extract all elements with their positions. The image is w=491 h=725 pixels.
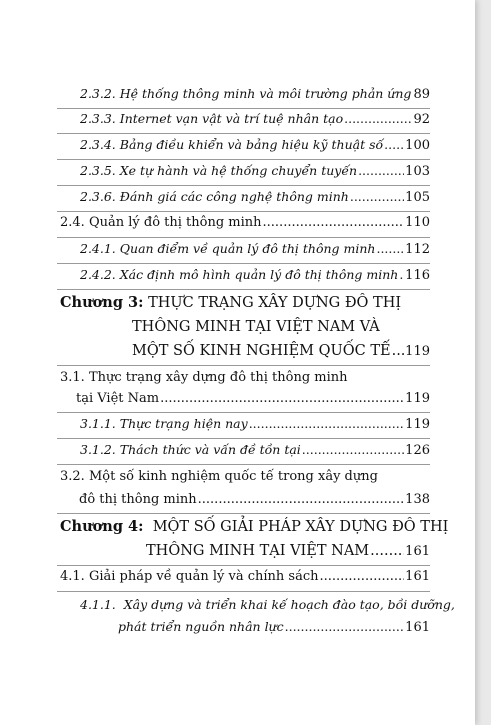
toc-entry-title: Xác định mô hình quản lý đô thị thông minh [119, 267, 399, 282]
toc-entry-title: Giải pháp về quản lý và chính sách [88, 569, 319, 584]
dot-leader [263, 214, 405, 232]
toc-entry-title: Xe tự hành và hệ thống chuyển tuyến [119, 163, 358, 178]
toc-entry-title: Quan điểm về quản lý đô thị thông minh [119, 241, 376, 256]
divider [57, 438, 430, 439]
dot-leader [358, 162, 404, 180]
divider [57, 565, 430, 566]
toc-entry-title: Một số kinh nghiệm quốc tế trong xây dựng [88, 469, 378, 484]
toc-entry-2-3-2 [80, 85, 430, 104]
toc-entry-3-2-line-1 [60, 468, 430, 486]
dot-leader [350, 188, 404, 206]
toc-entry-number: 3.1. [60, 370, 85, 385]
toc-entry-page: 126 [405, 443, 430, 458]
toc-entry-page: 161 [405, 620, 430, 635]
toc-entry-page: 119 [405, 417, 430, 432]
toc-chapter-3-line-3 [132, 342, 430, 361]
toc-entry-title: Thực trạng hiện nay [119, 416, 248, 431]
toc-entry-title: đô thị thông minh [79, 492, 197, 507]
divider [57, 412, 430, 413]
toc-entry-title: Đánh giá các công nghệ thông minh [119, 189, 349, 204]
toc-entry-page: 105 [405, 190, 430, 205]
toc-entry-title: Hệ thống thông minh và môi trường phản ứng [119, 86, 412, 101]
toc-entry-3-1-line-1 [60, 369, 430, 387]
toc-entry-3-2-line-2 [79, 491, 430, 509]
dot-leader [198, 491, 405, 509]
chapter-label: Chương 4: [60, 518, 144, 535]
toc-entry-2-3-6 [80, 188, 430, 207]
toc-entry-title: Thực trạng xây dựng đô thị thông minh [88, 370, 348, 385]
chapter-title: MỘT SỐ KINH NGHIỆM QUỐC TẾ [132, 343, 391, 359]
toc-entry-4-1-1-line-1 [80, 596, 455, 614]
dot-leader [319, 568, 404, 586]
toc-entry-title: Bảng điều khiển và bảng hiệu kỹ thuật số [119, 137, 384, 152]
dot-leader [302, 441, 404, 459]
divider [57, 513, 430, 514]
divider [57, 159, 430, 160]
dot-leader [285, 618, 405, 636]
divider [57, 237, 430, 238]
divider [57, 289, 430, 290]
toc-entry-title: Xây dựng và triển khai kế hoạch đào tạo, bồi dưỡng, [123, 597, 455, 612]
toc-entry-2-4-1 [80, 240, 430, 259]
toc-entry-number: 2.4. [60, 215, 85, 230]
toc-entry-4-1-1-line-2 [118, 618, 430, 637]
toc-entry-2-3-5 [80, 162, 430, 181]
divider [57, 185, 430, 186]
toc-entry-page: 161 [405, 544, 430, 559]
toc-chapter-3-line-2 [132, 318, 430, 336]
toc-entry-title: tại Việt Nam [76, 391, 160, 406]
chapter-title: THỰC TRẠNG XÂY DỰNG ĐÔ THỊ [148, 295, 402, 311]
toc-entry-title: Thách thức và vấn đề tồn tại [119, 442, 301, 457]
toc-entry-title: phát triển nguồn nhân lực [118, 619, 284, 634]
dot-leader [392, 342, 405, 360]
dot-leader [160, 390, 404, 408]
divider [57, 263, 430, 264]
divider [57, 211, 430, 212]
toc-entry-number: 4.1.1. [80, 597, 116, 612]
toc-entry-title: Quản lý đô thị thông minh [88, 215, 262, 230]
chapter-title: THÔNG MINH TẠI VIỆT NAM [146, 543, 370, 559]
toc-chapter-3-line-1 [60, 294, 430, 312]
toc-entry-page: 92 [413, 112, 430, 127]
chapter-title: THÔNG MINH TẠI VIỆT NAM VÀ [132, 319, 380, 335]
dot-leader [370, 542, 404, 560]
toc-entry-page: 89 [413, 87, 430, 102]
divider [57, 464, 430, 465]
dot-leader [384, 136, 404, 154]
dot-leader [399, 266, 404, 284]
toc-entry-number: 2.4.2. [80, 267, 116, 282]
toc-entry-page: 161 [405, 569, 430, 584]
toc-entry-page: 119 [405, 344, 430, 359]
chapter-label: Chương 3: [60, 294, 144, 311]
toc-entry-number: 3.1.1. [80, 416, 116, 431]
toc-entry-2-4 [60, 214, 430, 232]
divider [57, 108, 430, 109]
toc-entry-3-1-2 [80, 441, 430, 460]
divider [57, 133, 430, 134]
toc-entry-3-1-1 [80, 415, 430, 434]
dot-leader [376, 240, 404, 258]
toc-entry-page: 119 [405, 391, 430, 406]
toc-entry-2-4-2 [80, 266, 430, 285]
toc-entry-number: 2.3.6. [80, 189, 116, 204]
toc-entry-number: 2.4.1. [80, 241, 116, 256]
toc-entry-page: 110 [405, 215, 430, 230]
toc-chapter-4-line-2 [146, 542, 430, 561]
toc-entry-page: 138 [405, 492, 430, 507]
toc-entry-number: 4.1. [60, 569, 85, 584]
dot-leader [249, 415, 404, 433]
toc-entry-number: 3.2. [60, 469, 85, 484]
divider [57, 365, 430, 366]
toc-entry-number: 2.3.3. [80, 111, 116, 126]
toc-entry-number: 2.3.2. [80, 86, 116, 101]
chapter-title: MỘT SỐ GIẢI PHÁP XÂY DỰNG ĐÔ THỊ [152, 519, 449, 535]
toc-entry-2-3-3 [80, 110, 430, 129]
toc-entry-page: 116 [405, 268, 430, 283]
divider [57, 591, 430, 592]
toc-entry-4-1 [60, 568, 430, 586]
toc-entry-title: Internet vạn vật và trí tuệ nhân tạo [119, 111, 344, 126]
toc-entry-page: 100 [405, 138, 430, 153]
toc-entry-3-1-line-2 [76, 390, 430, 408]
toc-chapter-4-line-1 [60, 518, 449, 536]
toc-entry-page: 112 [405, 242, 430, 257]
toc-entry-2-3-4 [80, 136, 430, 155]
dot-leader [344, 110, 412, 128]
toc-entry-number: 3.1.2. [80, 442, 116, 457]
toc-entry-number: 2.3.4. [80, 137, 116, 152]
toc-entry-number: 2.3.5. [80, 163, 116, 178]
toc-entry-page: 103 [405, 164, 430, 179]
